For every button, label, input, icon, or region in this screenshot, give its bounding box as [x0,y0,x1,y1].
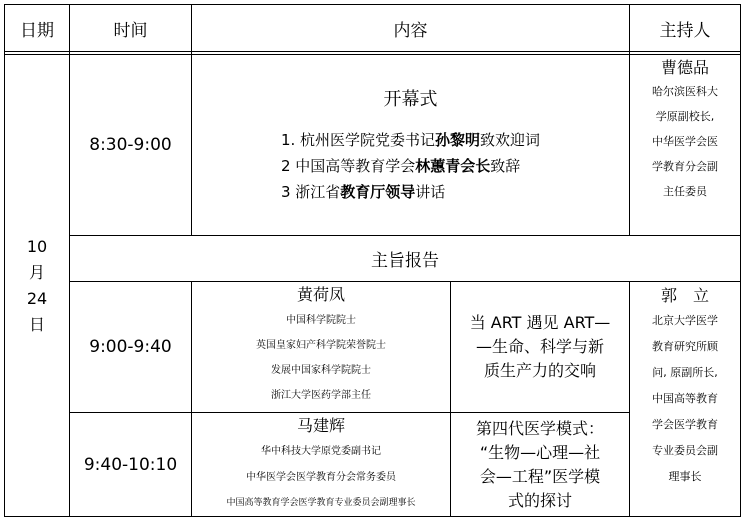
talk2-speaker: 马建辉 [296,416,345,435]
date-num: 24 [26,288,48,308]
keynote-host-name: 郭 立 [660,286,709,305]
keynote-host [630,282,740,516]
opening-content [192,55,629,235]
opening-title: 开幕式 [383,89,438,110]
keynote-title: 主旨报告 [371,251,439,271]
grid-line [740,4,741,517]
opening-host [630,55,740,235]
keynote-host-title: 北京大学医学 教育研究所顾 问, 原副所长, 中国高等教育 学会医学教育 专业委员会副 理事长 [652,314,718,483]
date-unit: 日 [28,314,45,334]
grid-line [4,516,741,517]
opening-host-name: 曹德品 [660,58,709,77]
date-day: 10 [26,236,48,256]
opening-item-3: 3 浙江省教育厅领导讲话 [280,183,446,201]
opening-items [281,127,540,205]
header-content: 内容 [393,20,428,41]
talk1-time: 9:00-9:40 [89,337,172,357]
header-host: 主持人 [659,20,711,41]
opening-host-title: 哈尔滨医科大 学原副校长, 中华医学会医 学教育分会副 主任委员 [652,85,718,198]
opening-time: 8:30-9:00 [89,135,172,155]
talk1-speaker-cell [192,282,450,412]
header-time: 时间 [113,20,148,41]
talk2-time: 9:40-10:10 [83,454,178,475]
talk1-topic: 当 ART 遇见 ART— —生命、科学与新 质生产力的交响 [469,313,611,380]
grid-line [4,51,741,52]
talk1-affiliations: 中国科学院院士 英国皇家妇产科学院荣誉院士 发展中国家科学院院士 浙江大学医药学部主任 [256,315,386,401]
opening-item-1: 1. 杭州医学院党委书记孙黎明致欢迎词 [280,131,541,149]
talk1-speaker: 黄荷凤 [296,285,345,304]
date-cell [5,55,69,516]
opening-item-2: 2 中国高等教育学会林蕙青会长致辞 [280,157,521,175]
header-date: 日期 [20,20,54,41]
date-month: 月 [28,262,45,282]
talk2-topic: 第四代医学模式： “生物—心理—社 会—工程”医学模 式的探讨 [475,418,604,510]
talk2-affiliations: 华中科技大学原党委副书记 中华医学会医学教育分会常务委员 中国高等教育学会医学教育专业委员会副理事长 [226,446,416,508]
talk2-speaker-cell [192,413,450,516]
